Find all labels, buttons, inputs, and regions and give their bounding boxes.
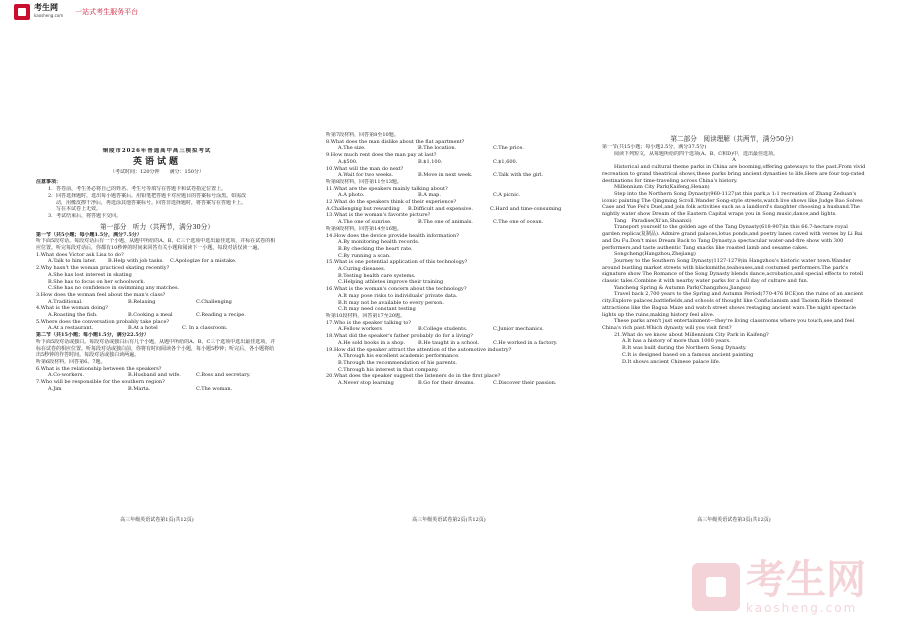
page-column-2 [326, 132, 572, 387]
option: C. In a classroom. [182, 325, 228, 332]
time-info: （考试时间：120分钟 满分：150分） [109, 168, 205, 175]
question-13: 13.What is the woman's favorite picture? [326, 212, 431, 219]
option: B.Cooking a meal [128, 312, 173, 319]
option: A.Wait for two weeks. [338, 172, 394, 179]
option: A.At a restaurant. [48, 325, 94, 332]
material-6: 听第6段材料，回答第6、7题。 [36, 358, 106, 365]
option: C.Junior mechanics. [493, 326, 544, 333]
option: A.Co-workers. [48, 372, 84, 379]
watermark-name: 考生网 [746, 557, 866, 603]
passage-label: A [732, 157, 736, 164]
page-column-3 [602, 132, 866, 365]
subject-title: 英语试题 [132, 156, 181, 167]
question-3: 3.How does the woman feel about the man's class? [36, 291, 166, 298]
option: A.$500. [338, 158, 358, 165]
watermark-domain: kaosheng.com [746, 601, 858, 615]
option: A.Roasting the fish. [48, 312, 98, 319]
option: A.Curing diseases. [338, 266, 386, 273]
park-name: Yancheng Spring & Autumn Park(Changzhou,Jiangsu) [614, 284, 751, 291]
option: B.Marta. [128, 385, 151, 392]
option: B.Help with job tasks. [108, 258, 164, 265]
option: A.A photo. [338, 192, 365, 199]
option: C.The price. [493, 145, 524, 152]
question-18: 18.What did the speaker's father probably do for a living? [326, 333, 473, 340]
option: B.The one of animals. [418, 219, 473, 226]
option: D.It shows ancient Chinese palace life. [622, 358, 721, 365]
option: B.College students. [418, 326, 468, 333]
material-8: 听第8段材料，回答第11至13题。 [326, 178, 402, 185]
option: B.Go for their dreams. [418, 380, 475, 387]
section1-heading: 第一节(共15小题；每小题2.5分，满分37.5分) [602, 144, 707, 150]
option: C.It is designed based on a famous ancient painting [622, 351, 754, 358]
question-8: 8.What does the man dislike about the flat apartment? [326, 138, 465, 145]
option: C.He worked in a factory. [493, 339, 558, 346]
option: B.She has to focus on her schoolwork. [48, 278, 145, 285]
question-19: 19.How did the speaker attract the attention of the automotive industry? [326, 346, 512, 353]
passage-closing: These parks aren't just entertainment—they're living classrooms where you touch,see,and feel China's rich past.Which dynasty will you visit first? [602, 318, 855, 331]
option: A.It has a history of more than 1000 years. [622, 338, 731, 345]
option: C.Hard and time-consuming [490, 205, 562, 212]
material-10: 听第10段材料，回答第17至20题。 [326, 312, 406, 319]
logo-slogan: 一站式考生服务平台 [75, 8, 139, 16]
park-name: Millennium City Park(Kaifeng,Henan) [614, 184, 710, 191]
option: A.Never stop learning [338, 380, 394, 387]
option: C.The woman. [196, 385, 233, 392]
logo-icon [14, 4, 30, 20]
park-description: Travel back 2,700 years to the Spring and Autumn Period(770-476 BCE)on the ruins of an ancient city.Explore palaces,battlefields,and schools of thought like Confucianism and Taoism.Ride themed attractions like the Bagua Maze and watch street shows restaging ancient wars.The night spectacle lights up the ruins,making history feel alive. [602, 291, 864, 318]
page-footer: 高三年级英语试卷第3页(共12页) [697, 517, 771, 523]
question-11: 11.What are the speakers mainly talking about? [326, 185, 448, 192]
notice-item: 动，用橡皮擦干净后，再选涂其他答案标号。回答非选择题时，将答案写在答题卡上。 [56, 199, 247, 206]
question-16: 16.What is the woman's concern about the technology? [326, 286, 467, 293]
option: A.Jim [48, 385, 62, 392]
option: B.$1,100. [418, 158, 443, 165]
option: B.It may not be available to every person. [338, 299, 444, 306]
option: C.Reading a recipe. [196, 312, 246, 319]
notice-item: 3．考试结束后，将答题卡交回。 [48, 212, 122, 219]
question-20: 20.What does the speaker suggest the listeners do in the first place? [326, 373, 501, 380]
option: A.It may pose risks to individuals' private data. [338, 292, 458, 299]
question-15: 15.What is one potential application of this technology? [326, 259, 468, 266]
option: B.At a hotel [128, 325, 158, 332]
question-4: 4.What is the woman doing? [36, 305, 108, 312]
notice-title: 注意事项： [36, 179, 62, 186]
option: B.Move in next week. [418, 172, 473, 179]
park-description: Journey to the Southern Song Dynasty(1127-1279)in Hangzhou's historic water town.Wander around bustling market streets with blacksmiths,teahouses,and costumed performers.The park's signature show The Romance of the Song Dynasty blends dance,acrobatics,and special effects to retell classic tales.Combine it with nearby water parks for a full day of culture and fun. [602, 257, 864, 285]
park-name: Songcheng(Hangzhou,Zhejiang) [614, 251, 696, 258]
logo-domain: kaosheng.com [34, 13, 64, 18]
option: B.It was built during the Northern Song Dynasty. [622, 345, 747, 352]
option: B.He taught in a school. [418, 339, 480, 346]
notice-item: 写在本试卷上无效。 [56, 206, 102, 213]
option: C.Through his interest in that company. [338, 366, 439, 373]
question-2: 2.Why hasn't the woman practiced skating recently? [36, 265, 170, 272]
park-name: Tang Paradise(Xi'an,Shaanxi) [614, 217, 692, 224]
option: A.Talk to him later. [48, 258, 97, 265]
notice-item: 2．回答选择题时，选出每小题答案后，用铅笔把答题卡对应题目的答案标号涂黑。如需改 [48, 192, 247, 199]
watermark [692, 559, 866, 615]
question-21: 21.What do we know about Millennium City Park in Kaifeng? [614, 331, 769, 338]
option: B.Difficult and expensive. [408, 205, 473, 212]
page-column-1 [36, 132, 278, 393]
question-17: 17.Who is the speaker talking to? [326, 319, 412, 326]
material-7: 听第7段材料，回答第8至10题。 [326, 132, 399, 138]
section1-heading: 第一节（共5小题；每小题1.5分，满分7.5分） [36, 231, 142, 238]
option: A.Through his excellent academic performance. [338, 353, 460, 360]
section1-instructions: 听下面5段对话。每段对话后有一个小题，从题中所给的A、B、C三个选项中选出最佳选项，并标在试卷的相应位置。听完每段对话后，你都有10秒钟的时间来回答有关小题和阅读下一小题。每段对话仅读一遍。 [36, 238, 276, 252]
section1-instructions: 阅读下列短文，从每题所给的四个选项(A、B、C和D)中，选出最佳选项。 [614, 150, 779, 157]
watermark-logo-icon [692, 563, 740, 611]
option: C.Challenging [196, 298, 232, 305]
option: C.A picnic. [493, 192, 521, 199]
option: A.She has lost interest in skating [48, 271, 132, 278]
option: A.By monitoring health records. [338, 239, 420, 246]
option: C.It may need constant testing [338, 306, 416, 313]
question-10: 10.What will the man do next? [326, 165, 404, 172]
park-description: Transport yourself to the golden age of the Tang Dynasty(618-907)in this 66.7-hectare royal garden replica(复制品). Admire grand palaces,lotus ponds,and poetry lanes caved with verses by Li Bai and Du Fu.Don't miss Dream Back to Tang Dynasty,a spectacular water-and-fire show with 300 performers,and taste authentic Tang snacks like roasted lamb and sesame cakes. [602, 224, 863, 251]
question-5: 5.Where does the conversation probably take place? [36, 318, 170, 325]
option: C.The one of ocean. [493, 219, 544, 226]
logo-name: 考生网 [34, 3, 58, 12]
section2-heading: 第二节（共15小题；每小题1.5分，满分22.5分） [36, 332, 149, 339]
part2-heading: 第二部分 阅读理解（共两节，满分50分） [670, 135, 798, 143]
option: B.The location. [418, 145, 457, 152]
option: C.$1,600. [493, 158, 518, 165]
option: A.Traditional. [48, 298, 83, 305]
passage-intro: Historical and cultural theme parks in China are booming,offering gateways to the past.From vivid recreation to grand theatrical shows,these parks bring ancient dynasties to life.Here are four top-rated destinations for time-traveling across China's history. [602, 164, 866, 184]
option: A.The size. [338, 145, 366, 152]
site-logo[interactable] [14, 4, 138, 20]
material-9: 听第9段材料，回答第14至16题。 [326, 225, 402, 232]
section2-instructions: 听下面5段对话或独白。每段对话或独白后有几个小题，从题中所给的A、B、C三个选项中选出最佳选项，并标在试卷的相应位置。听每段对话或独白前，你将有时间阅读各个小题，每小题5秒钟；听完后，各小题将给出5秒钟的作答时间。每段对话或独白读两遍。 [36, 338, 276, 359]
option: C.Apologize for a mistake. [170, 258, 237, 265]
option: C.Boss and secretary. [196, 372, 251, 379]
question-7: 7.Who will be responsible for the southern region? [36, 379, 165, 386]
option: C.Talk with the girl. [493, 172, 544, 179]
option: B.Through the recommendation of his parents. [338, 359, 457, 366]
option: C.Discover their passion. [493, 380, 557, 387]
option: C.By running a scan. [338, 252, 391, 259]
option: B.Husband and wife. [128, 372, 181, 379]
question-12: 12.What do the speakers think of their experience? [326, 199, 457, 206]
option: A.The one of sunrise. [338, 219, 392, 226]
option: B.Testing health care systems. [338, 272, 416, 279]
part1-heading: 第一部分 听力（共两节，满分30分） [100, 222, 214, 231]
page-footer: 高三年级英语试卷第2页(共12页) [412, 517, 486, 523]
option: A.Fellow workers [338, 326, 383, 333]
option: A.Challenging but rewarding [326, 205, 400, 212]
option: C.Helping athletes improve their training [338, 279, 444, 286]
question-1: 1.What does Victor ask Lisa to do? [36, 251, 124, 258]
park-description: Step into the Northern Song Dynasty(960-1127)at this park,a 1:1 recreation of Zhang Zeduan's iconic painting The Qingming Scroll.Wander Song-style streets,watch live shows like Judge Bao Solves Case and Yue Fei's Duel,and join folk activities such as a landlord's daughter choosing a husband.The nightly water show Dream of the Eastern Capital wraps you in Song music,dance,and lights. [602, 190, 863, 218]
option: A.He sold books in a shop. [338, 339, 406, 346]
exam-title: 铜陵市2026年普通高中高三模拟考试 [102, 148, 212, 154]
question-14: 14.How does the device provide health information? [326, 232, 459, 239]
page-footer: 高三年级英语试卷第1页(共12页) [120, 517, 194, 523]
option: C.She has no confidence in swimming any matches. [48, 285, 180, 292]
option: B.By checking the heart rate. [338, 245, 413, 252]
question-9: 9.How much rent does the man pay at last? [326, 152, 437, 159]
notice-item: 1．答卷前，考生务必将自己的姓名、考生号等填写在答题卡和试卷指定位置上。 [48, 186, 227, 193]
option: B.Relaxing [128, 298, 156, 305]
option: B.A map. [418, 192, 441, 199]
question-6: 6.What is the relationship between the speakers? [36, 365, 162, 372]
